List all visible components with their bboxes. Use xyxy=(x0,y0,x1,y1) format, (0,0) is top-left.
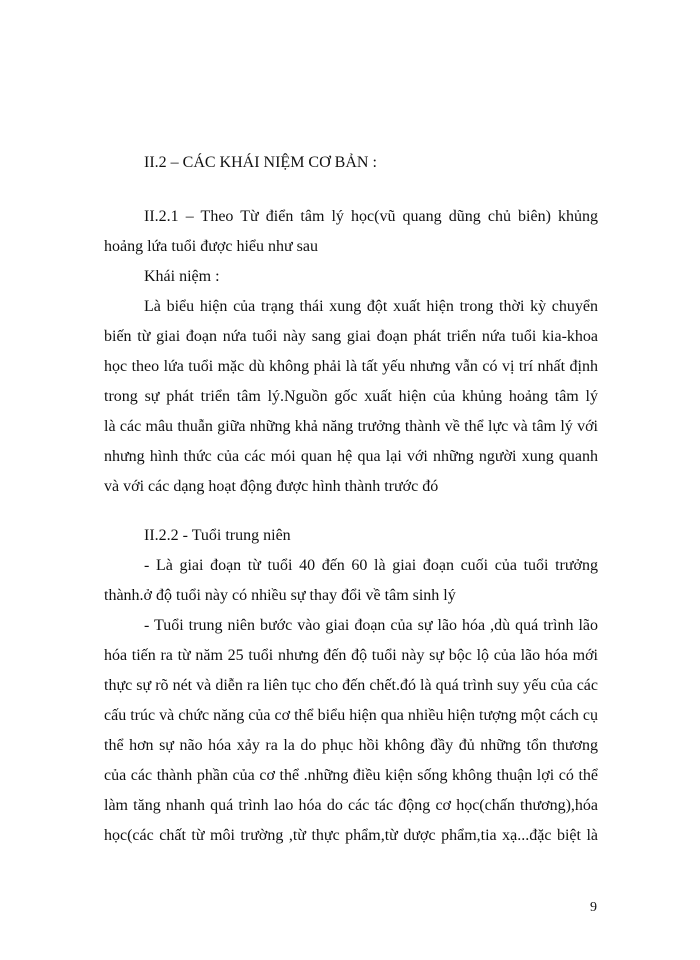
section-heading xyxy=(104,148,598,178)
subheading: II.2.2 - Tuổi trung niên xyxy=(144,527,291,544)
paragraph-line: của các thành phần của cơ thể .những điều kiện sống không thuận lợi có thể xyxy=(104,767,598,784)
paragraph-line: thực sự rõ nét và diễn ra liên tục cho đến chết.đó là quá trình suy yếu của các xyxy=(104,677,598,694)
paragraph-line: Là biểu hiện của trạng thái xung đột xuất hiện trong thời kỳ chuyển xyxy=(144,298,598,315)
paragraph-line: hoảng lứa tuổi được hiểu như sau xyxy=(104,238,318,255)
paragraph-line: thể hơn sự não hóa xảy ra la do phục hồi không đầy đủ những tổn thương xyxy=(104,737,598,754)
paragraph-line: Khái niệm : xyxy=(144,268,220,285)
section-2-2-1 xyxy=(104,202,598,502)
paragraph-line: học(các chất từ môi trường ,từ thực phẩm,từ dược phẩm,tia xạ...đặc biệt là xyxy=(104,827,598,844)
page-number: 9 xyxy=(590,900,597,915)
paragraph-line: thành.ở độ tuổi này có nhiều sự thay đổi về tâm sinh lý xyxy=(104,587,456,604)
heading-text: II.2 – CÁC KHÁI NIỆM CƠ BẢN : xyxy=(144,154,377,171)
paragraph-line: nhưng hình thức của các mói quan hệ qua lại với những người xung quanh xyxy=(104,448,598,465)
paragraph-line: - Là giai đoạn từ tuổi 40 đến 60 là giai đoạn cuối của tuổi trưởng xyxy=(144,557,598,574)
section-2-2-2 xyxy=(104,521,598,851)
paragraph-line: học theo lứa tuổi mặc dù không phải là tất yếu nhưng vẫn có vị trí nhất định xyxy=(104,358,598,375)
paragraph-line: hóa tiến ra từ năm 25 tuổi nhưng đến độ tuổi này sự bộc lộ của lão hóa mới xyxy=(104,647,598,664)
paragraph-line: và với các dạng hoạt động được hình thành trước đó xyxy=(104,478,439,495)
paragraph-line: II.2.1 – Theo Từ điển tâm lý học(vũ quang dũng chủ biên) khủng xyxy=(144,208,598,225)
paragraph-line: là các mâu thuẫn giữa những khả năng trưởng thành về thể lực và tâm lý với xyxy=(104,418,598,435)
paragraph-line: làm tăng nhanh quá trình lao hóa do các tác động cơ học(chấn thương),hóa xyxy=(104,797,598,814)
paragraph-line: trong sự phát triển tâm lý.Nguồn gốc xuất hiện của khủng hoảng tâm lý xyxy=(104,388,598,405)
paragraph-line: biến từ giai đoạn nứa tuổi này sang giai đoạn phát triển nứa tuổi kia-khoa xyxy=(104,328,598,345)
paragraph-line: cấu trúc và chức năng của cơ thể biểu hiện qua nhiều hiện tượng một cách cụ xyxy=(104,707,598,724)
paragraph-line: - Tuổi trung niên bước vào giai đoạn của sự lão hóa ,dù quá trình lão xyxy=(144,617,598,634)
